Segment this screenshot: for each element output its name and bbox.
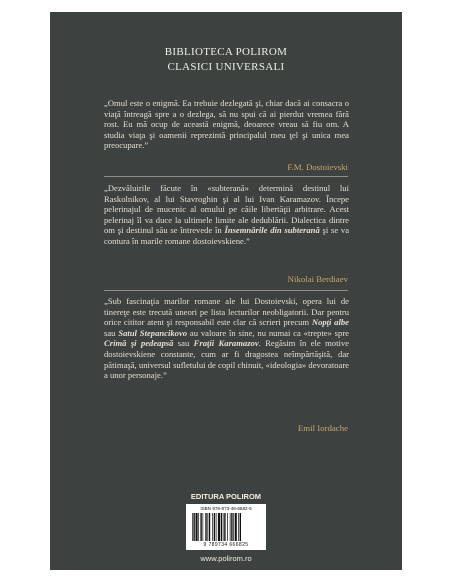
publisher-website: www.polirom.ro (200, 554, 252, 563)
quote-iordache (104, 296, 349, 381)
barcode (192, 513, 260, 541)
quote-dostoievski (104, 98, 349, 151)
quote-author: Emil Iordache (297, 423, 348, 433)
book-title: Nopţi albe (311, 317, 349, 328)
divider (104, 176, 348, 177)
quote-author: Nikolai Berdiaev (287, 274, 348, 284)
isbn-number: ISBN 978-973-46-6682-5 (200, 506, 252, 511)
book-title: Satul Stepancikovo (118, 327, 188, 338)
quote-text-part: „Dezvăluirile făcute în «subterană» determină destinul lui Raskolnikov, al lui Stavroghin şi al lui Ivan Karamazov. Începe pelerinajul de mucenic al omului pe căile libertăţii arbitrare. Acest pelerinaj îl va duce la ultimele limite ale dedublării. Dialectica dintre om şi destinul său se întrevede în (104, 183, 349, 236)
quote-text-part: şi se va contura în marile romane dostoievskiene.” (104, 225, 350, 246)
book-title: Însemnările din subterană (224, 225, 320, 236)
book-title: Fraţii Karamazov (193, 338, 259, 349)
quote-text (104, 183, 349, 247)
quote-berdiaev (104, 183, 349, 247)
series-name: BIBLIOTECA POLIROM (164, 46, 288, 58)
quote-author: F.M. Dostoievski (287, 162, 348, 172)
quote-text: „Omul este o enigmă. Ea trebuie dezlegată şi, chiar dacă ai consacra o viaţă întreagă spre a o dezlega, să nu spui că ai pierdut vremea fără rost. Eu mă ocup de această enigmă, deoarece vreau să fiu om. A studia viaţa şi oamenii reprezintă principalul meu ţel şi unica mea preocupare.” (104, 98, 349, 151)
book-title: Crimă şi pedeapsă (104, 338, 174, 349)
ean-number: 9 789734 666825 (203, 542, 249, 548)
divider (104, 290, 348, 291)
quote-text-part: au valoare în sine, nu numai ca «trepte» spre (187, 327, 349, 338)
quote-text-part: sau (173, 338, 194, 349)
back-cover (50, 12, 402, 570)
series-subtitle: CLASICI UNIVERSALI (167, 61, 285, 73)
quote-text (104, 296, 349, 381)
barcode-label (186, 504, 266, 550)
quote-text-part: „Sub fascinaţia marilor romane ale lui Dostoievski, opera lui de tinereţe este trecută uneori pe lista lecturilor neobligatorii. Dar pentru orice cititor atent şi responsabil este clar că scrieri precum (104, 296, 349, 328)
quote-text-part: . Regăsim în ele motive dostoievskiene constante, cum ar fi dragostea neîmpărtăşită, dar pătimaşă, universul sufletului de copil chinuit, «ideologia» devoratoare a unor personaje.” (104, 338, 349, 381)
publisher-name: EDITURA POLIROM (190, 492, 262, 501)
quote-text-part: sau (104, 327, 119, 338)
